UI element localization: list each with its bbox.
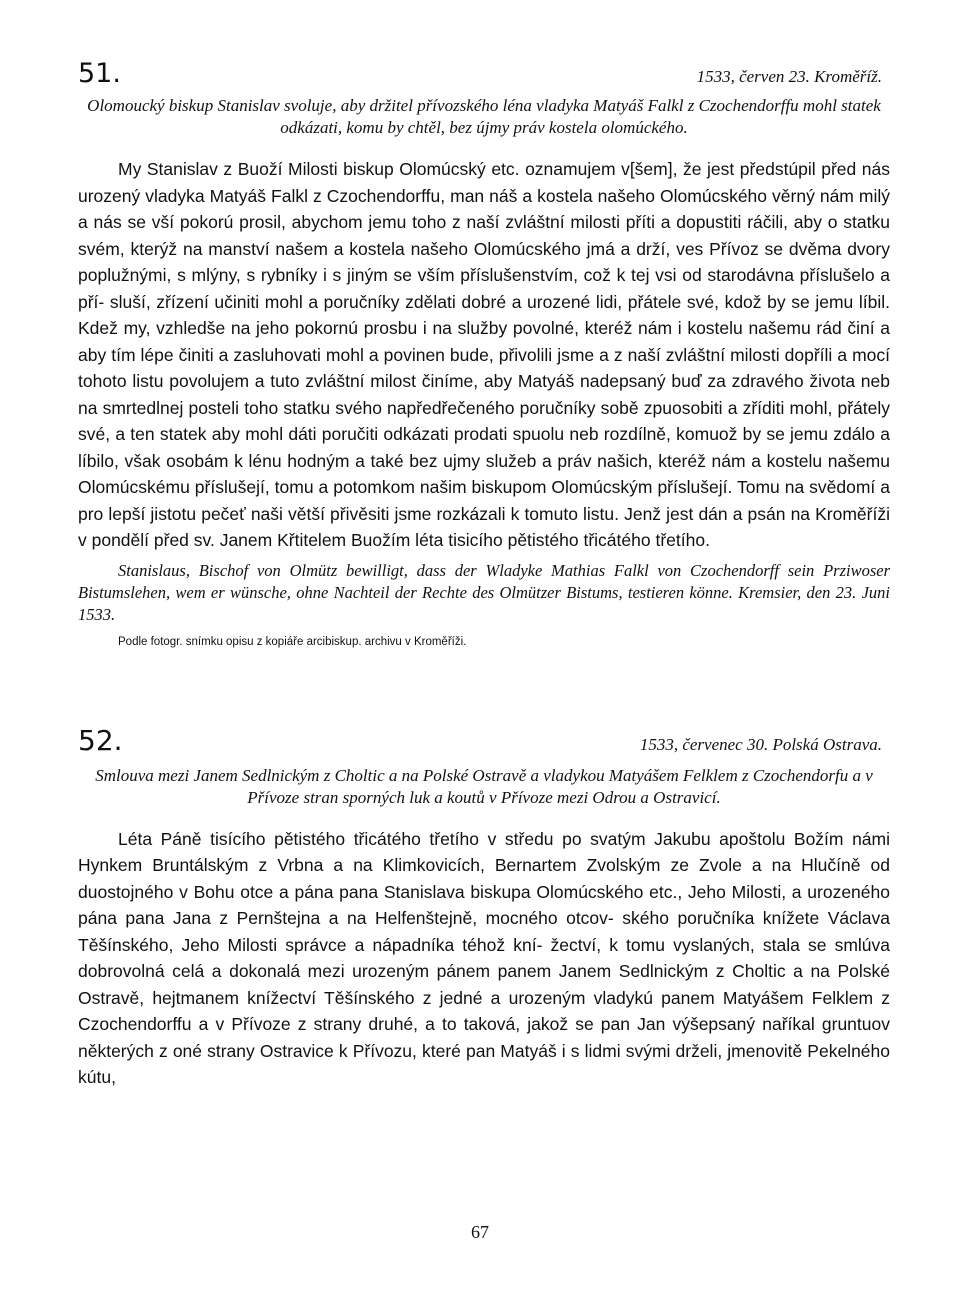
document-51: [78, 58, 890, 648]
document-text: Léta Páně tisícího pětistého třicátého třetího v středu po svatým Jakubu apoštolu Božím námi Hynkem Bruntálským z Vrbna a na Klimkovicích, Bernartem Zvolským ze Zvole a na Hlučíně od duostojného v Bohu otce a pána pana Stanislava biskupa Olomúcského etc., Jeho Milosti, a urozeného pána pana Jana z Pernštejna a na Helfenštejně, mocného otcov- ského poručníka knížete Václava Těšínského, Jeho Milosti správce a nápadníka téhož kní- žectví, k tomu vyslaných, stala se smlúva dobrovolná celá a dokonalá mezi urozeným pánem panem Janem Sedlnickým z Choltic a na Polské Ostravě, hejtmanem knížectví Těšínského z jedné a urozeným vladykú panem Matyášem Felklem z Czochendorffu a v Přívoze z strany druhé, a to taková, jakož se pan Jan výšepsaný naříkal gruntuov některých z oné strany Ostravice k Přívozu, které pan Matyáš i s lidmi svými drželi, jmenovitě Pekelného kútu,: [78, 828, 890, 1087]
german-summary: Stanislaus, Bischof von Olmütz bewilligt, dass der Wladyke Mathias Falkl von Czochendorff sein Prziwoser Bistumslehen, wem er wünsche, ohne Nachteil der Rechte des Olmützer Bistums, testieren könne. Kremsier, den 23. Juni 1533.: [78, 560, 890, 624]
document-regest: Smlouva mezi Janem Sedlnickým z Choltic a na Polské Ostravě a vladykou Matyášem Felklem z Czochendorfu a v Přívoze stran sporných luk a koutů v Přívoze mezi Odrou a Ostravicí.: [95, 765, 873, 807]
document-date-place: 1533, červenec 30. Polská Ostrava.: [639, 734, 882, 754]
source-note: Podle fotogr. snímku opisu z kopiáře arcibiskup. archivu v Kroměříži.: [118, 635, 467, 648]
document-number: 52.: [78, 723, 123, 757]
document-number: 51.: [78, 58, 121, 89]
document-52: [78, 724, 890, 1091]
document-text: My Stanislav z Buoží Milosti biskup Olomúcský etc. oznamujem v[šem], že jest předstúpil před nás urozený vladyka Matyáš Falkl z Czochendorffu, man náš a kostela našeho Olomúcského věrný nám milý a nás se vší pokorú prosil, abychom jemu toho z naší zvláštní milosti příti a dopustiti ráčili, aby o statku svém, kterýž na manství našem a kostela našeho Olomúcského jmá a drží, ves Přívoz se dvěma dvory poplužnými, s mlýny, s rybníky i s jiným se vším příslušenstvím, což k tej vsi od starodávna příslušelo a pří- sluší, zřízení učiniti mohl a poručníky zdělati dobré a urozené lidi, přátele své, kdož by se jemu líbil. Kdež my, vzhledše na jeho pokornú prosbu i na služby povolné, kteréž nám i kostelu našemu rád činí a aby tím lépe činiti a zasluhovati mohl a povinen bude, přivolili jsme a z naší zvláštní milosti dopříli a mocí tohoto listu povolujem a tuto zvláštní milost činíme, aby Matyáš nadepsaný buď za zdravého života neb na smrtedlnej posteli toho statku svého napředřečeného poručníky sobě zpuosobiti a zříditi mohl, přátely své, a ten statek aby mohl dáti poručiti odkázati prodati spuolu neb rozdílně, komuož by se jemu zdálo a líbilo, však osobám k lénu hodným a také bez ujmy služeb a práv našich, kteréž nám a kostelu našemu Olomúcskému příslušejí, tomu a potomkom našim biskupom Olomúcským příslušejí. Tomu na svědomí a pro lepší jistotu pečeť naši větší přivěsiti jsme rozkázali k tomuto listu. Jenž jest dán a psán na Kroměříži v pondělí před sv. Janem Křtitelem Buožím léta tisicího pětistého třicátého třetího.: [78, 159, 890, 550]
document-regest: Olomoucký biskup Stanislav svoluje, aby držitel přívozského léna vladyka Matyáš Falkl z Czochendorffu mohl statek odkázati, komu by chtěl, bez újmy práv kostela olomúckého.: [87, 96, 881, 137]
document-header: [78, 724, 890, 757]
document-date-place: 1533, červen 23. Kroměříž.: [696, 67, 882, 86]
document-header: [78, 58, 890, 89]
page-content: [78, 58, 890, 1091]
page-number: 67: [471, 1222, 489, 1242]
